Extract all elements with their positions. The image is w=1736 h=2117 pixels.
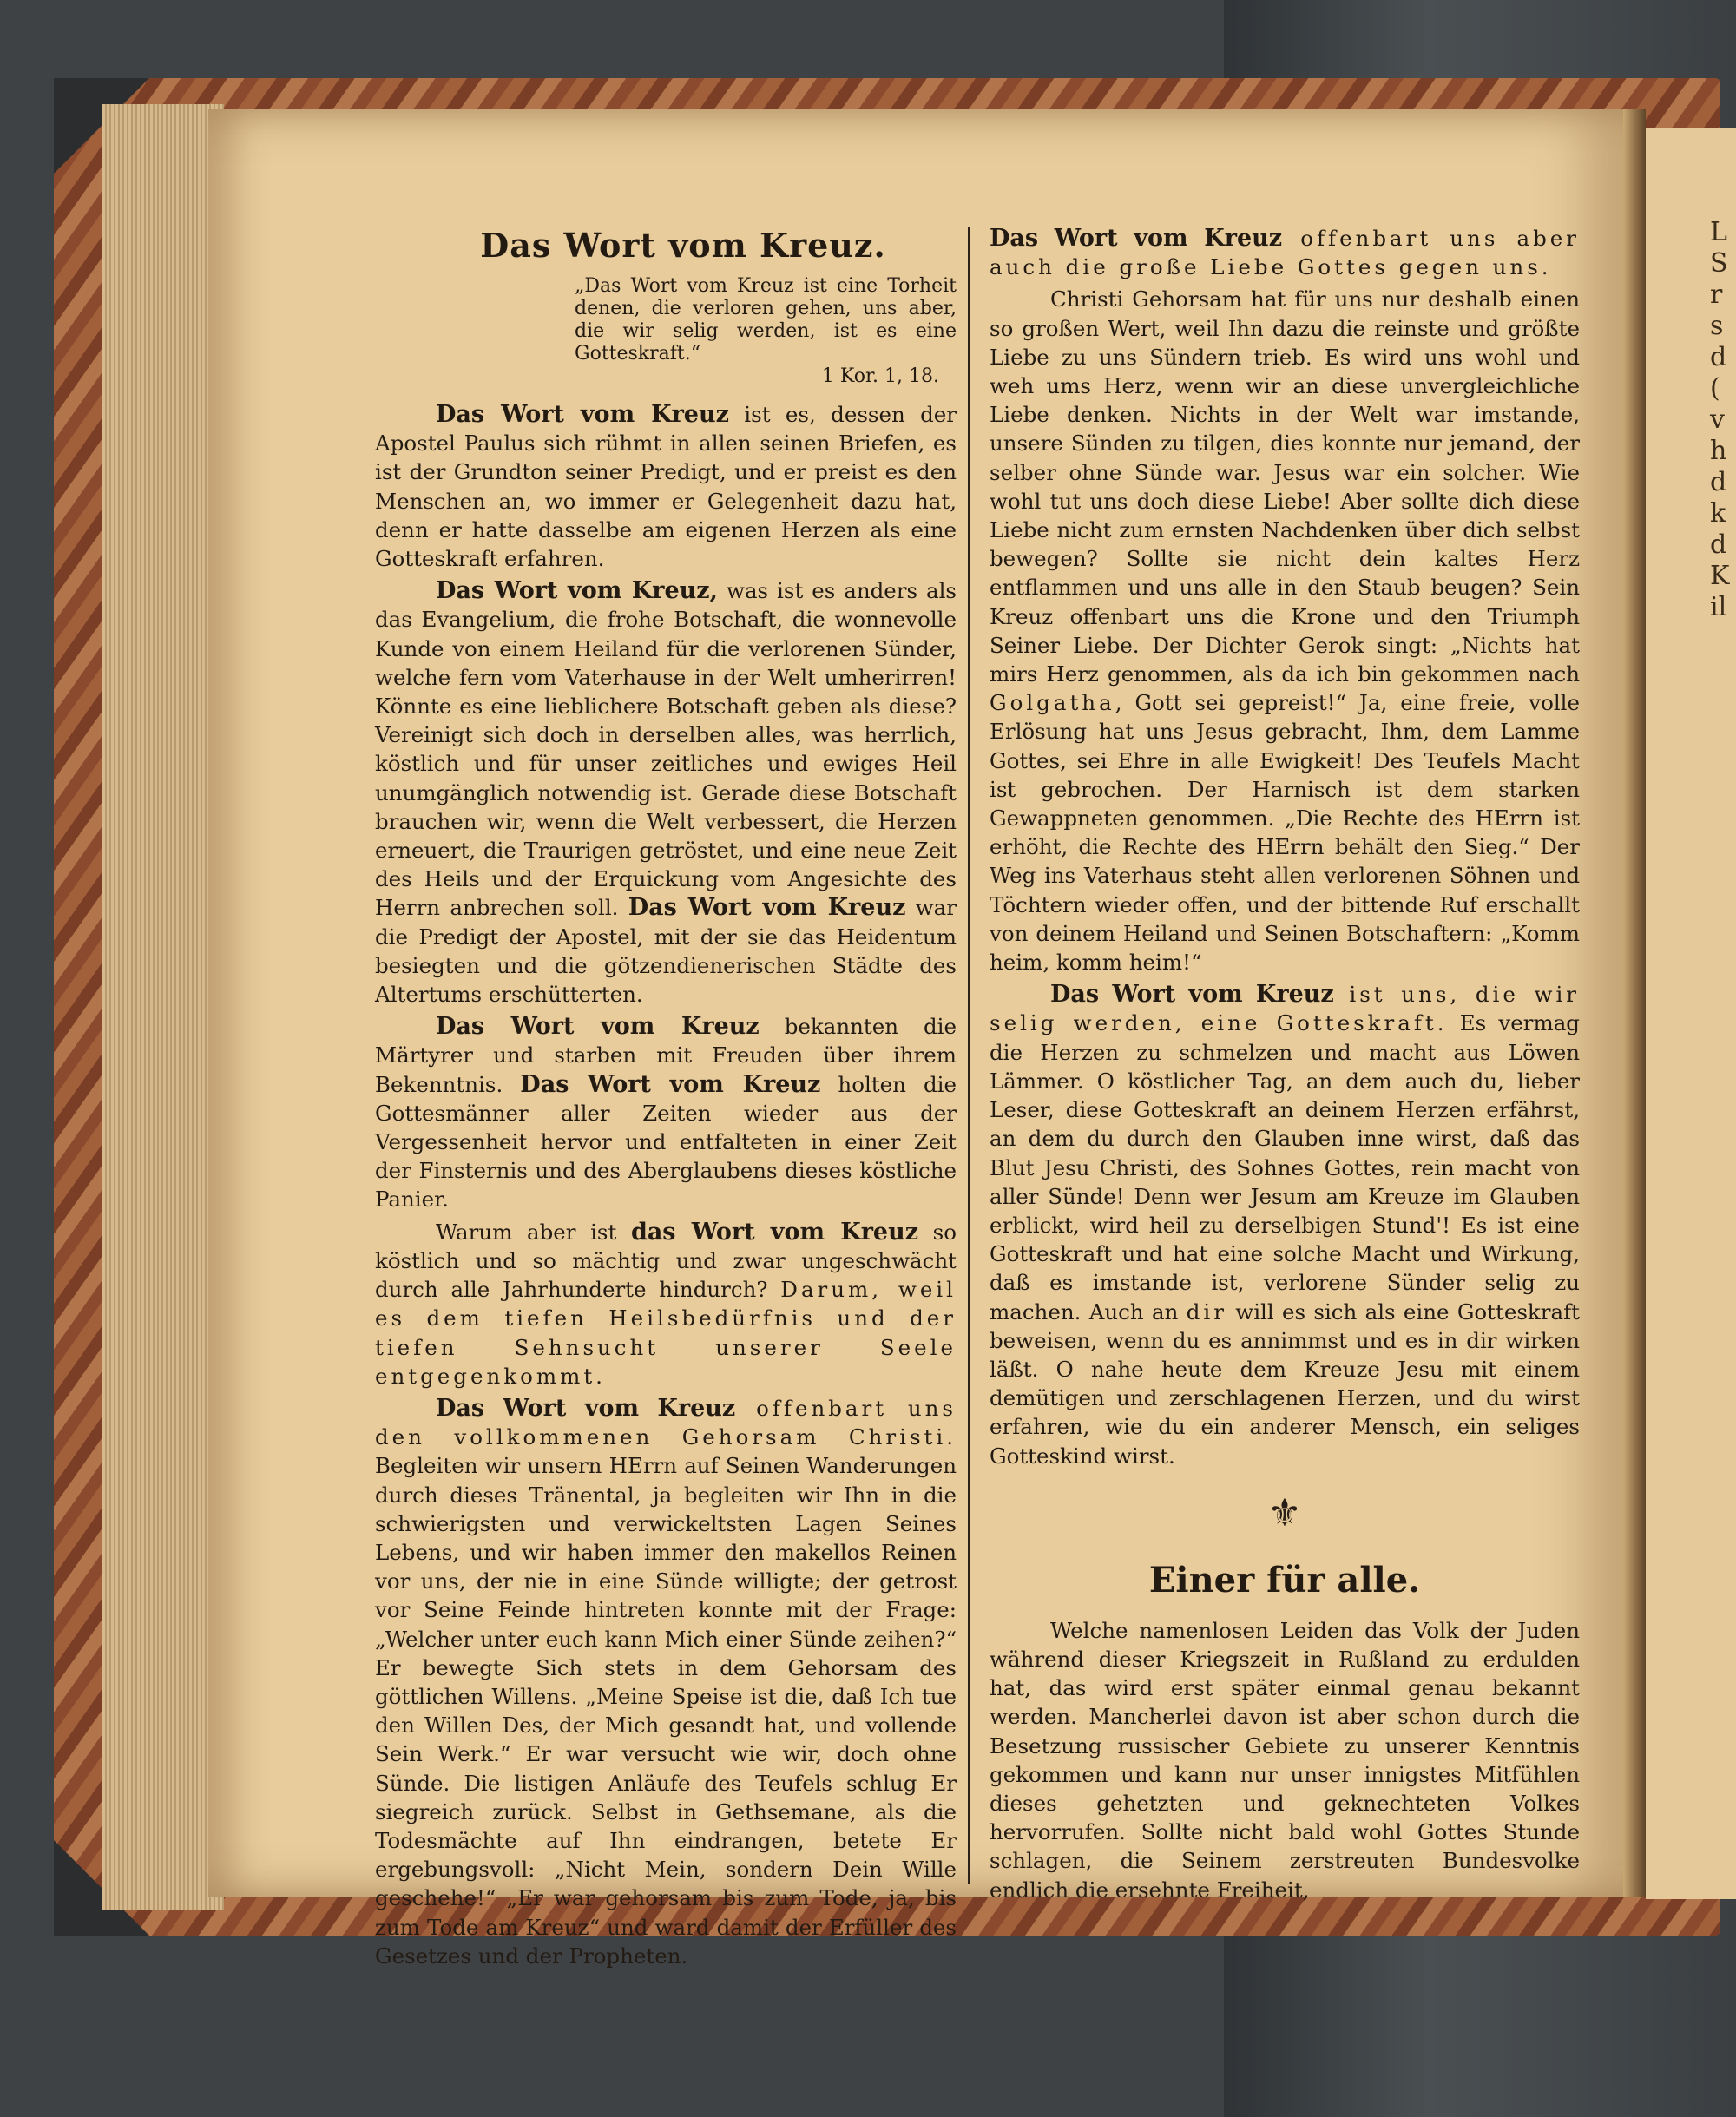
facing-page-text: L S r s d ( v h d k d K il [1710,217,1730,622]
paragraph-text: Warum aber ist [436,1219,631,1245]
right-column [990,224,1580,1908]
page-edges [102,104,224,1910]
paragraph-6 [990,224,1580,281]
paragraph-2 [375,576,957,1009]
spaced-text: Darum, weil es dem tiefen Heilsbedürfnis und der tiefen Sehnsucht unserer Seele entgegenkommt. [375,1277,957,1389]
motto-reference: 1 Kor. 1, 18. [821,365,939,387]
keyword: Das Wort vom Kreuz [436,1013,760,1041]
paragraph-text: Christi Gehorsam hat für uns nur deshalb einen so großen Wert, weil Ihn dazu die reinste und größte Liebe zu uns Sündern trieb. Es wird uns wohl und weh ums Herz, wenn wir an diese unvergleichliche Liebe denken. Nichts in der Welt war imstande, unsere Sünden zu tilgen, dies konnte nur jemand, der selber ohne Sünde war. Jesus war ein solcher. Wie wohl tut uns doch diese Liebe! Aber sollte dich diese Liebe nicht zum ernsten Nachdenken über dich selbst bewegen? Sollte sie nicht dein kaltes Herz entflammen und uns alle in den Staub beugen? Sein Kreuz offenbart uns die Krone und den Triumph Seiner Liebe. Der Dichter Gerok singt: „Nichts hat mirs Herz genommen, als da ich bin gekommen nach [990,286,1580,687]
motto-quote [575,275,957,388]
keyword: Das Wort vom Kreuz [628,894,906,922]
paragraph-text: so köstlich und so mächtig und zwar ungeschwächt durch alle Jahrhunderte hindurch? [375,1219,957,1303]
paragraph-text: Welche namenlosen Leiden das Volk der Juden während dieser Kriegszeit in Rußland zu erdulden hat, das wird erst später einmal genau bekannt werden. Mancherlei davon ist aber schon durch die Besetzung russischer Gebiete zu unserer Kenntnis gekommen und kann nur unser innigstes Mitfühlen dieses gehetzten und geknechteten Volkes hervorrufen. Sollte nicht bald wohl Gottes Stunde schlagen, die Seinem zerstreuten Bundesvolke endlich die ersehnte Freiheit, [990,1617,1580,1903]
paragraph-8 [990,980,1580,1469]
spaced-text: offenbart uns den vollkommenen Gehorsam Christi. [375,1395,957,1450]
paragraph-text: holten die Gottesmänner aller Zeiten wieder aus der Vergessenheit hervor und entfalteten in einer Zeit der Finsternis und des Aberglaubens dieses köstliche Panier. [375,1071,957,1213]
book-gutter [1623,109,1646,1897]
paragraph-3 [375,1012,957,1213]
spaced-text: ist uns, die wir selig werden, eine Gotteskraft. [990,982,1580,1036]
paragraph-7 [990,285,1580,976]
paragraph-5 [375,1394,957,1970]
left-column [375,226,957,1974]
keyword: Das Wort vom Kreuz, [436,577,719,605]
spaced-text: offenbart uns aber auch die große Liebe Gottes gegen uns. [990,226,1580,280]
paragraph-text: bekannten die Märtyrer und starben mit Freuden über ihrem Bekenntnis. [375,1014,957,1097]
paragraph-4 [375,1218,957,1391]
keyword: Das Wort vom Kreuz [436,401,729,428]
paragraph-1 [375,400,957,573]
column-divider [968,227,970,1884]
keyword: Das Wort vom Kreuz [520,1070,821,1098]
motto-text: „Das Wort vom Kreuz ist eine Torheit denen, die verloren gehen, uns aber, die wir selig werden, ist es eine Gotteskraft.“ [575,275,957,365]
paragraph-9 [990,1616,1580,1904]
spaced-text: dir [1186,1298,1227,1325]
spaced-text: Golgatha [990,690,1115,716]
keyword: Das Wort vom Kreuz [436,1394,736,1422]
paragraph-text: will es sich als eine Gotteskraft beweisen, wenn du es annimmst und es in dir wirken läßt. O nahe heute dem Kreuze Jesu mit einem demütigen und zerschlagenen Herzen, und du wirst erfahren, wie du ein anderer Mensch, ein seliges Gotteskind wirst. [990,1298,1580,1469]
paragraph-text: , Gott sei gepreist!“ Ja, eine freie, volle Erlösung hat uns Jesus gebracht, Ihm, dem Lamme Gottes, sei Ehre in alle Ewigkeit! Des Teufels Macht ist gebrochen. Der Harnisch ist dem starken Gewappneten genommen. „Die Rechte des HErrn ist erhöht, die Rechte des HErrn behält den Sieg.“ Der Weg ins Vaterhaus steht allen verlorenen Söhnen und Töchtern wieder offen, und der bittende Ruf erschallt von deinem Heiland und Seinen Botschaftern: „Komm heim, komm heim!“ [990,690,1580,976]
paragraph-text: Es vermag die Herzen zu schmelzen und macht aus Löwen Lämmer. O köstlicher Tag, an dem auch du, lieber Leser, diese Gotteskraft an deinem Herzen erfährst, an dem du durch den Glauben inne wirst, daß das Blut Jesu Christi, des Sohnes Gottes, rein macht von aller Sünde! Denn wer Jesum am Kreuze im Glauben erblickt, wird heil zu derselbigen Stund'! Es ist eine Gotteskraft und hat eine solche Macht und Wirkung, daß es imstande ist, verlorene Sünder selig zu machen. Auch an [990,1010,1580,1325]
paragraph-text: was ist es anders als das Evangelium, die frohe Botschaft, die wonnevolle Kunde von einem Heiland für die verlorenen Sünder, welche fern vom Vaterhause in der Welt umherirren! Könnte es eine lieblichere Botschaft geben als diese? Vereinigt sich doch in derselben alles, was herrlich, köstlich und für unser zeitliches und ewiges Heil unumgänglich notwendig ist. Gerade diese Botschaft brauchen wir, wenn die Welt verbessert, die Herzen erneuert, die Traurigen getröstet, und eine neue Zeit des Heils und der Erquickung vom Angesichte des Herrn anbrechen soll. [375,578,957,921]
keyword: das Wort vom Kreuz [630,1218,919,1246]
paragraph-text: Begleiten wir unsern HErrn auf Seinen Wanderungen durch dieses Tränental, ja begleiten wir Ihn in die schwierigsten und verwickeltsten Lagen Seines Lebens, und wir haben immer den makellos Reinen vor uns, der nie in eine Sünde willigte; der getrost vor Seine Feinde hintreten konnte mit der Frage: „Welcher unter euch kann Mich einer Sünde zeihen?“ Er bewegte Sich stets in dem Gehorsam des göttlichen Willens. „Meine Speise ist die, daß Ich tue den Willen Des, der Mich gesandt hat, und vollende Sein Werk.“ Er war versucht wie wir, doch ohne Sünde. Die listigen Anläufe des Teufels schlug Er siegreich zurück. Selbst in Gethsemane, als die Todesmächte auf Ihn eindrangen, betete Er ergebungsvoll: „Nicht Mein, sondern Dein Wille geschehe!“ „Er war gehorsam bis zum Tode, ja, bis zum Tode am Kreuz“ und ward damit der Erfüller des Gesetzes und der Propheten. [375,1453,957,1969]
article-title: Das Wort vom Kreuz. [480,226,886,265]
section-title: Einer für alle. [1148,1559,1421,1601]
keyword: Das Wort vom Kreuz [1050,981,1334,1009]
paragraph-text: war die Predigt der Apostel, mit der sie das Heidentum besiegten und die götzendienerischen Städte des Altertums erschütterten. [375,895,957,1008]
paragraph-text: ist es, dessen der Apostel Paulus sich rühmt in allen seinen Briefen, es ist der Grundton seiner Predigt, und er preist es den Menschen an, wo immer er Gelegenheit dazu hat, denn er hatte dasselbe am eigenen Herzen als eine Gotteskraft erfahren. [375,402,957,572]
keyword: Das Wort vom Kreuz [990,225,1283,252]
fleuron-ornament-icon: ⚜ [1267,1490,1302,1535]
